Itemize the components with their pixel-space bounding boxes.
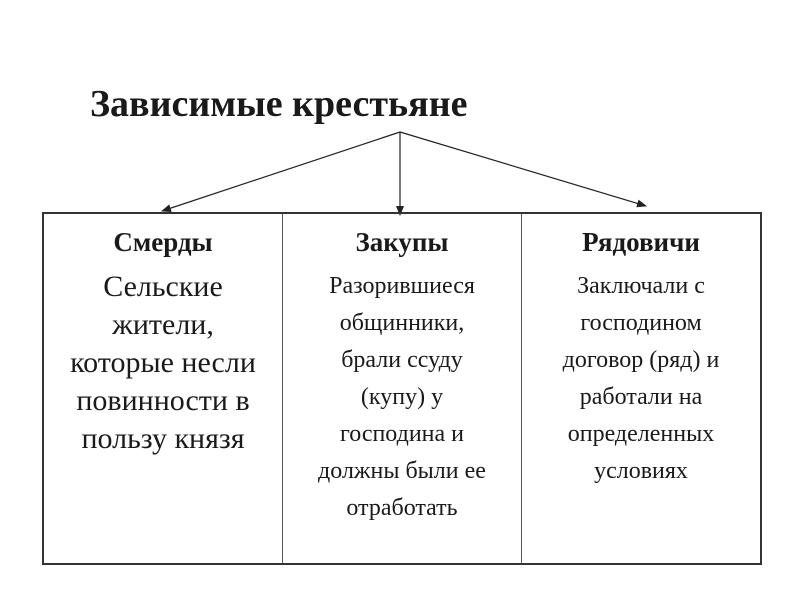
categories-table xyxy=(42,212,762,565)
desc-line: общинники, xyxy=(339,310,465,336)
desc-line: Сельские xyxy=(103,270,223,303)
desc-line: должны были ее xyxy=(318,458,486,484)
desc-line: (купу) у xyxy=(360,384,444,410)
column-heading: Закупы xyxy=(355,227,449,257)
desc-line: Разорившиеся xyxy=(329,273,475,299)
column-description xyxy=(44,268,282,458)
desc-line: отработать xyxy=(346,495,458,521)
column-smerdy xyxy=(44,214,282,563)
column-heading: Смерды xyxy=(113,227,213,257)
arrow-to-smerdy xyxy=(162,132,400,211)
column-zakupy xyxy=(282,214,521,563)
column-description xyxy=(522,268,760,490)
desc-line: работали на xyxy=(579,384,703,410)
desc-line: господина и xyxy=(339,421,465,447)
desc-line: господином xyxy=(580,310,702,336)
desc-line: пользу князя xyxy=(81,422,245,455)
desc-line: договор (ряд) и xyxy=(562,347,720,373)
desc-line: определенных xyxy=(567,421,715,447)
diagram-title: Зависимые крестьяне xyxy=(90,83,468,125)
column-heading: Рядовичи xyxy=(582,227,700,257)
desc-line: которые несли xyxy=(70,346,256,379)
desc-line: жители, xyxy=(112,308,214,341)
desc-line: повинности в xyxy=(76,384,250,417)
desc-line: Заключали с xyxy=(577,273,705,299)
column-ryadovichi xyxy=(521,214,760,563)
arrow-to-ryadovichi xyxy=(400,132,646,206)
column-description xyxy=(283,268,521,527)
desc-line: условиях xyxy=(594,458,688,484)
desc-line: брали ссуду xyxy=(341,347,463,373)
